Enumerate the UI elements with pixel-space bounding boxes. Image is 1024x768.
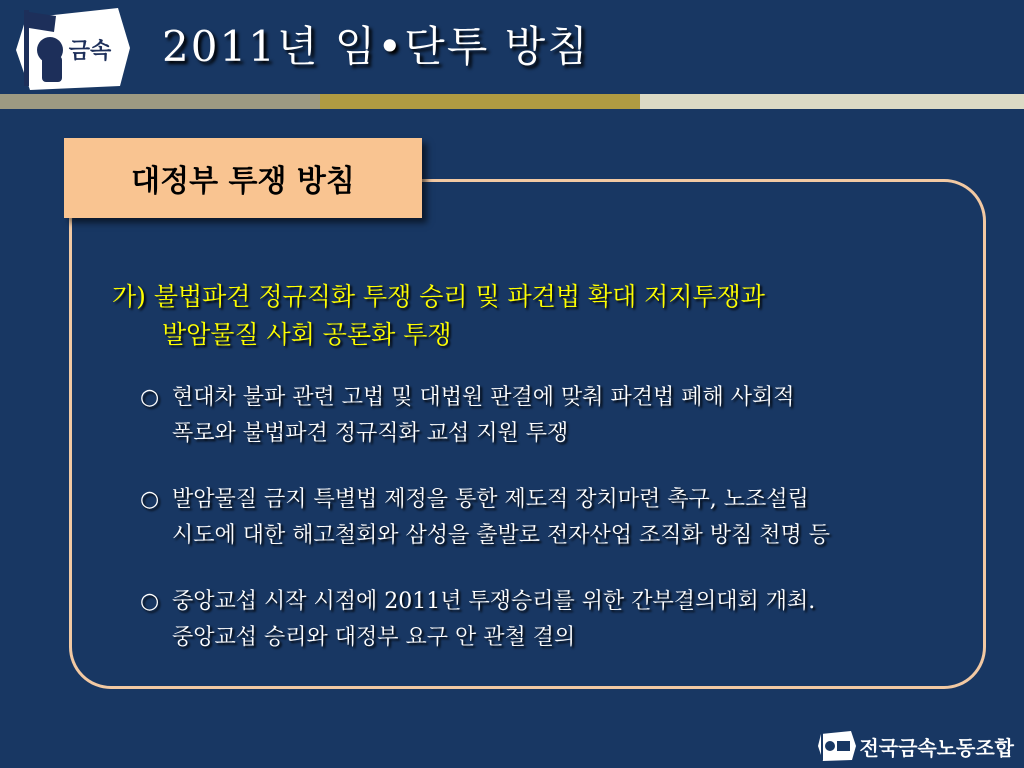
divider-segment-2 xyxy=(320,94,640,109)
bullet-text-line-2: 시도에 대한 해고철회와 삼성을 출발로 전자산업 조직화 방침 천명 등 xyxy=(172,523,830,548)
bullet-text-line-1: 현대차 불파 관련 고법 및 대법원 판결에 맞춰 파견법 폐해 사회적 xyxy=(172,385,795,410)
logo-text: 금속 xyxy=(68,39,112,64)
heading-line-2: 발암물질 사회 공론화 투쟁 xyxy=(162,320,452,349)
bullet-item-3 xyxy=(140,584,960,656)
section-heading xyxy=(112,278,952,354)
divider-segment-1 xyxy=(0,94,320,109)
title-divider-bar xyxy=(0,94,1024,109)
bullet-text-line-2: 중앙교섭 승리와 대정부 요구 안 관철 결의 xyxy=(172,625,576,650)
bullet-text-line-1: 발암물질 금지 특별법 제정을 통한 제도적 장치마련 촉구, 노조설립 xyxy=(172,487,809,512)
union-logo xyxy=(14,6,132,90)
bullet-mark: ○ xyxy=(140,487,160,512)
slide-title: 2011년 임•단투 방침 xyxy=(162,22,590,71)
heading-line-1: 가) 불법파견 정규직화 투쟁 승리 및 파견법 확대 저지투쟁과 xyxy=(112,282,765,311)
footer-org-name: 전국금속노동조합 xyxy=(859,735,1014,760)
footer-branding xyxy=(817,730,1014,762)
footer-logo-icon xyxy=(817,730,857,762)
bullet-item-1 xyxy=(140,380,960,452)
bullet-mark: ○ xyxy=(140,589,160,614)
divider-segment-3 xyxy=(640,94,1024,109)
bullet-text-line-1: 중앙교섭 시작 시점에 2011년 투쟁승리를 위한 간부결의대회 개최. xyxy=(172,589,816,614)
bullet-text-line-2: 폭로와 불법파견 정규직화 교섭 지원 투쟁 xyxy=(172,421,569,446)
bullet-mark: ○ xyxy=(140,385,160,410)
section-tab: 대정부 투쟁 방침 xyxy=(64,138,422,218)
bullet-item-2 xyxy=(140,482,960,554)
